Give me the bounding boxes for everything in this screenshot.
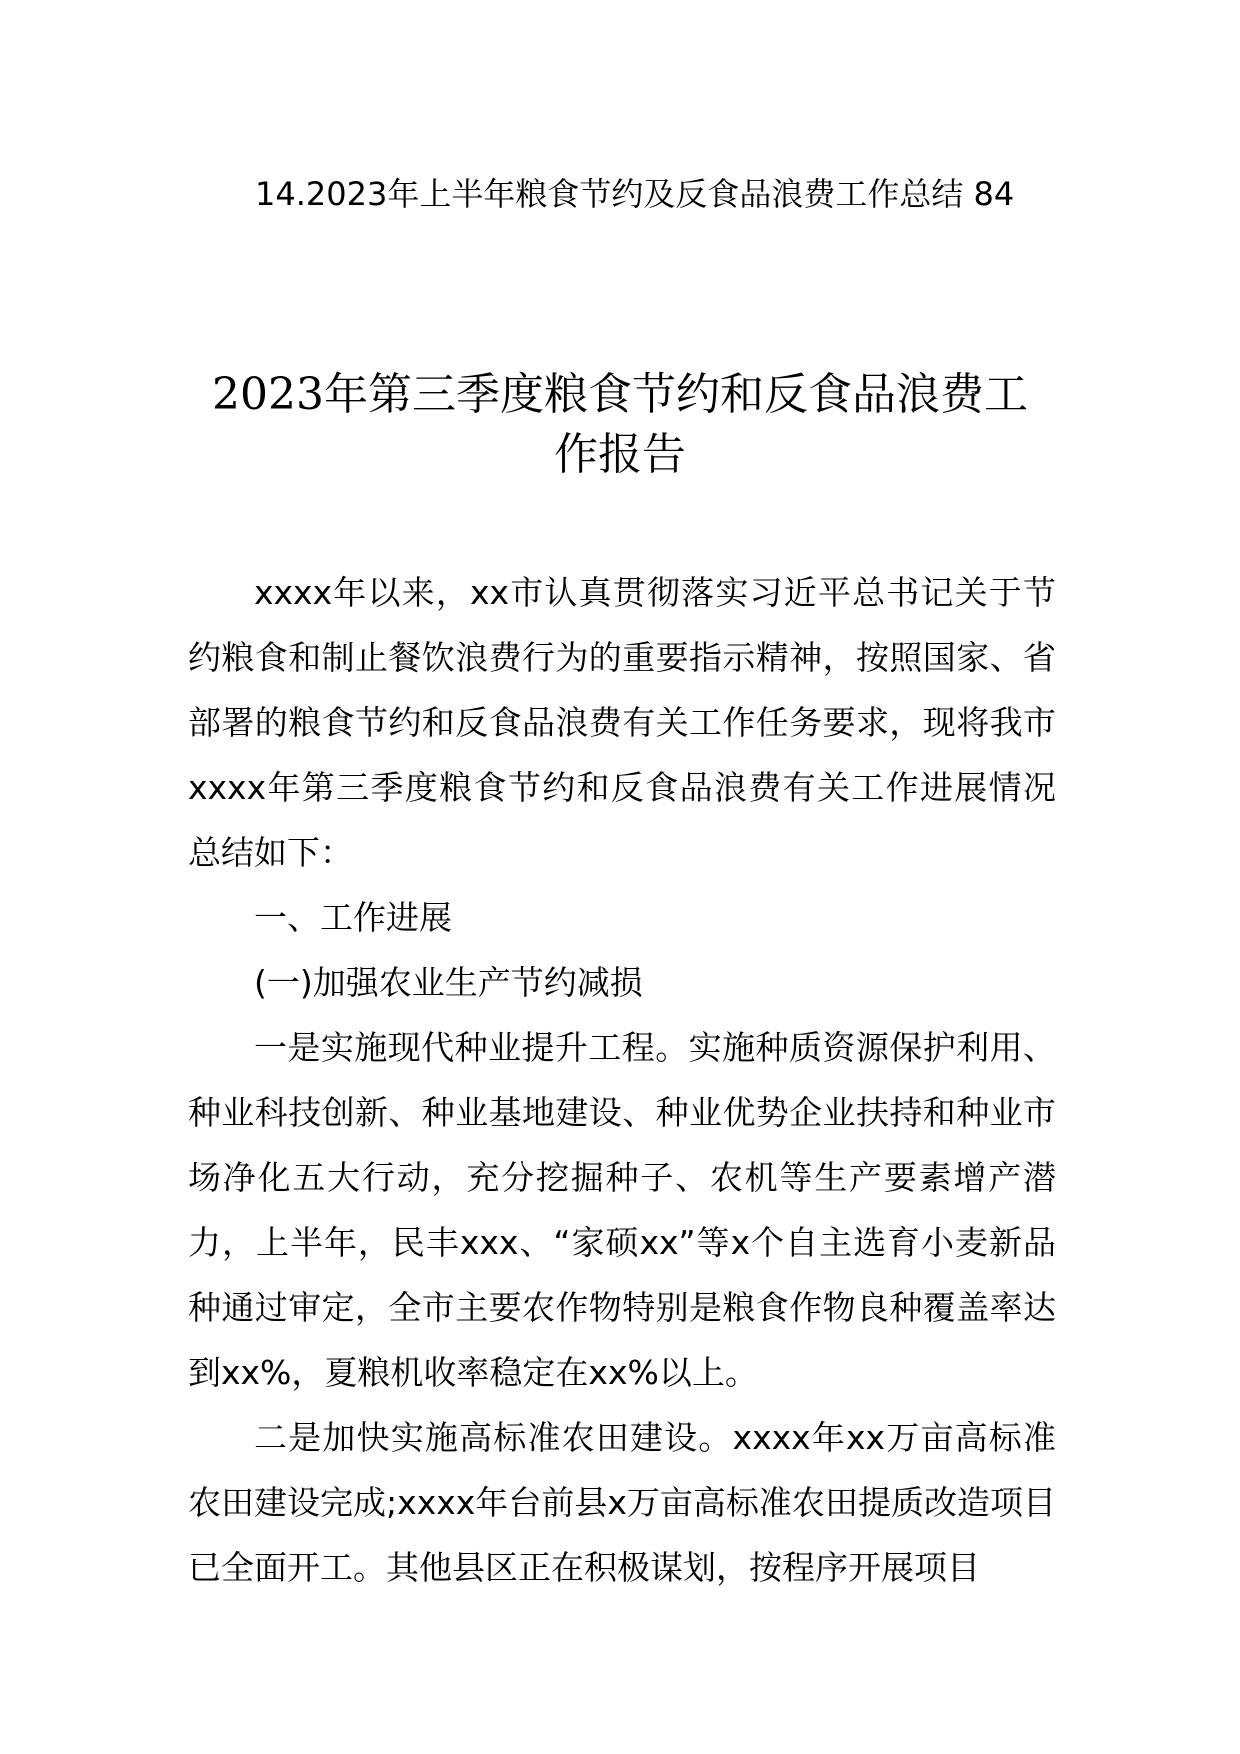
subsection-heading-agriculture: (一)加强农业生产节约减损 xyxy=(254,963,643,1002)
paragraph-farmland: 二是加快实施高标准农田建设。xxxx年xx万亩高标准农田建设完成;xxxx年台前县x万亩高标准农田提质改造项目已全面开工。其他县区正在积极谋划，按程序开展项目 xyxy=(188,1418,1056,1587)
document-title-line-1: 2023年第三季度粮食节约和反食品浪费工 xyxy=(212,369,1028,420)
document-title-line-2: 作报告 xyxy=(554,429,686,480)
intro-paragraph: xxxx年以来，xx市认真贯彻落实习近平总书记关于节约粮食和制止餐饮浪费行为的重要指示精神，按照国家、省部署的粮食节约和反食品浪费有关工作任务要求，现将我市xxxx年第三季度粮食节约和反食品浪费有关工作进展情况总结如下： xyxy=(188,573,1056,872)
paragraph-seed-industry: 一是实施现代种业提升工程。实施种质资源保护利用、种业科技创新、种业基地建设、种业优势企业扶持和种业市场净化五大行动，充分挖掘种子、农机等生产要素增产潜力，上半年，民丰xxx、“家硕xx”等x个自主选育小麦新品种通过审定，全市主要农作物特别是粮食作物良种覆盖率达到xx%，夏粮机收率稳定在xx%以上。 xyxy=(188,1028,1056,1392)
document-body xyxy=(188,560,1056,1600)
document-title xyxy=(190,365,1050,485)
toc-entry: 14.2023年上半年粮食节约及反食品浪费工作总结 84 xyxy=(255,175,1015,213)
section-heading-progress: 一、工作进展 xyxy=(254,898,452,937)
